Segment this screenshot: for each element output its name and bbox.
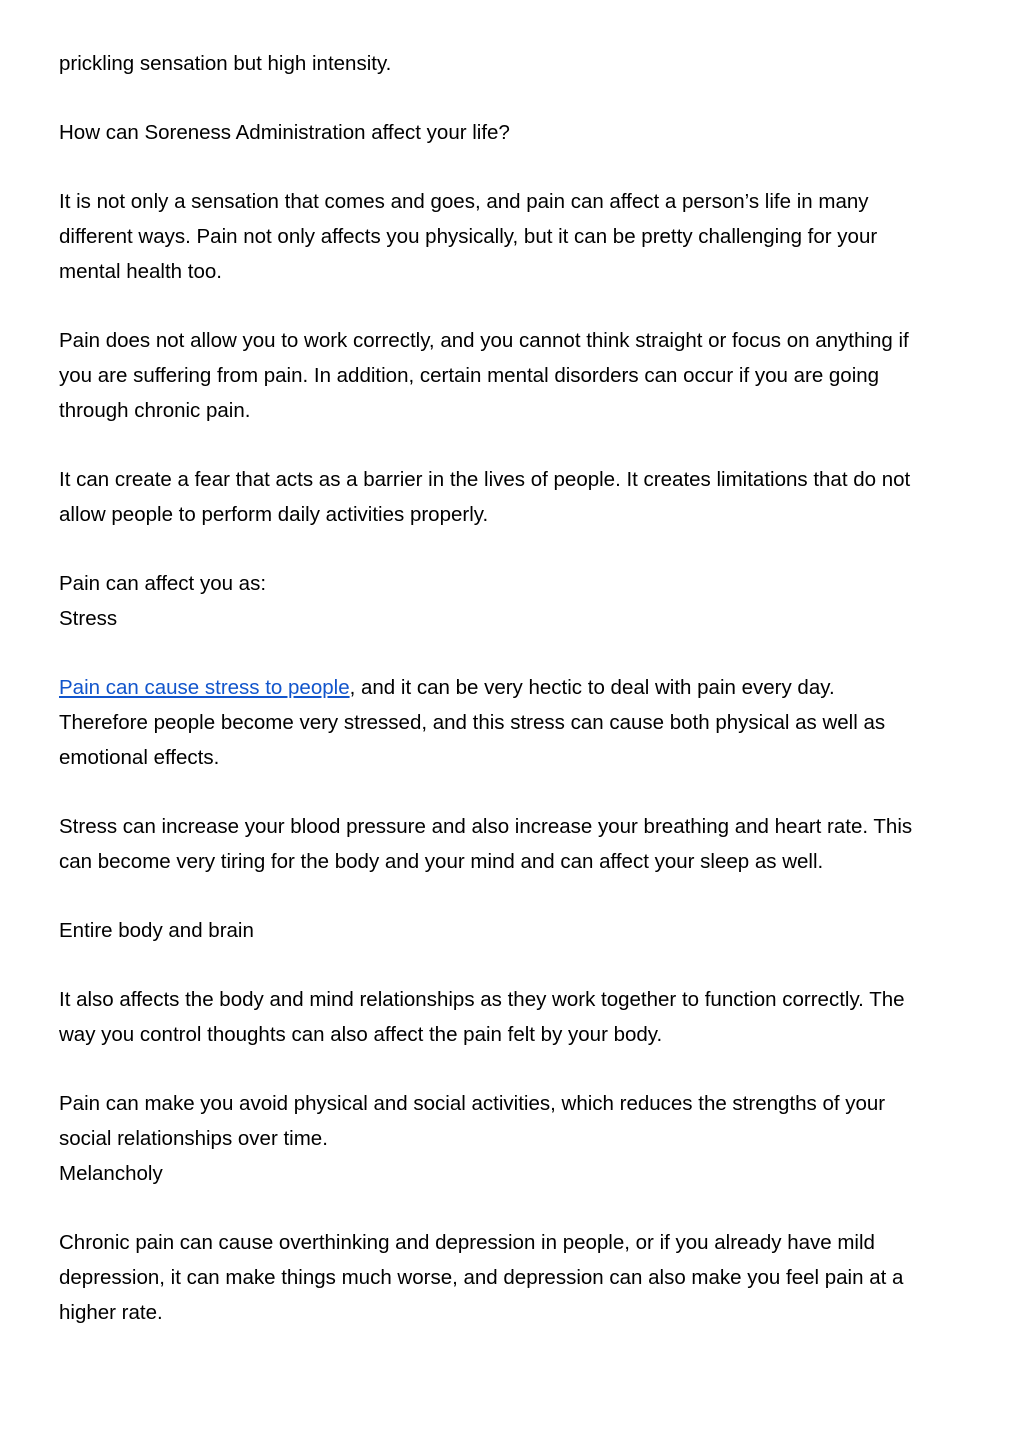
text-line: higher rate. (59, 1301, 163, 1324)
text-line: It also affects the body and mind relationships as they work together to function correctly. The (59, 988, 905, 1011)
text-line: different ways. Pain not only affects you physically, but it can be pretty challenging for your (59, 225, 878, 248)
paragraph-gap (59, 289, 974, 323)
text-line: Chronic pain can cause overthinking and depression in people, or if you already have mild (59, 1231, 875, 1254)
paragraph-gap (59, 1191, 974, 1225)
paragraph-gap (59, 879, 974, 913)
paragraph-stress (59, 670, 974, 775)
stress-article-link[interactable]: Pain can cause stress to people (59, 676, 350, 699)
text-line: It can create a fear that acts as a barrier in the lives of people. It creates limitations that do not (59, 468, 911, 491)
text-line: Stress can increase your blood pressure and also increase your breathing and heart rate. This (59, 815, 913, 838)
text-line: Pain does not allow you to work correctly, and you cannot think straight or focus on anything if (59, 329, 909, 352)
text-line: can become very tiring for the body and your mind and can affect your sleep as well. (59, 850, 824, 873)
subheading-stress: Stress (59, 607, 118, 630)
text-line: mental health too. (59, 260, 222, 283)
text-line: It is not only a sensation that comes and goes, and pain can affect a person’s life in many (59, 190, 869, 213)
paragraph-gap (59, 948, 974, 982)
paragraph-fear (59, 462, 974, 532)
paragraph-work (59, 323, 974, 428)
text-line: depression, it can make things much worse, and depression can also make you feel pain at a (59, 1266, 904, 1289)
paragraph-social (59, 1086, 974, 1191)
paragraph-gap (59, 532, 974, 566)
paragraph-depression (59, 1225, 974, 1330)
text-line: Therefore people become very stressed, and this stress can cause both physical as well as (59, 711, 886, 734)
text-line: through chronic pain. (59, 399, 251, 422)
text-line: way you control thoughts can also affect the pain felt by your body. (59, 1023, 663, 1046)
text-line: emotional effects. (59, 746, 220, 769)
document-page (59, 46, 974, 1330)
paragraph-blood-pressure (59, 809, 974, 879)
text-line: Pain can affect you as: (59, 572, 267, 595)
paragraph-intro-fragment: prickling sensation but high intensity. (59, 52, 392, 75)
text-line: allow people to perform daily activities properly. (59, 503, 489, 526)
paragraph-gap (59, 636, 974, 670)
paragraph-gap (59, 150, 974, 184)
paragraph-sensation (59, 184, 974, 289)
link-trailing-text: , and it can be very hectic to deal with pain every day. (349, 676, 835, 699)
paragraph-gap (59, 81, 974, 115)
section-question-heading: How can Soreness Administration affect your life? (59, 121, 510, 144)
subheading-melancholy: Melancholy (59, 1162, 163, 1185)
text-line: you are suffering from pain. In addition, certain mental disorders can occur if you are going (59, 364, 880, 387)
paragraph-body-mind (59, 982, 974, 1052)
paragraph-affect-list (59, 566, 974, 636)
subheading-body-brain: Entire body and brain (59, 919, 254, 942)
text-line (59, 670, 974, 705)
paragraph-gap (59, 428, 974, 462)
paragraph-gap (59, 775, 974, 809)
text-line: Pain can make you avoid physical and social activities, which reduces the strengths of your (59, 1092, 886, 1115)
text-line: social relationships over time. (59, 1127, 328, 1150)
paragraph-gap (59, 1052, 974, 1086)
